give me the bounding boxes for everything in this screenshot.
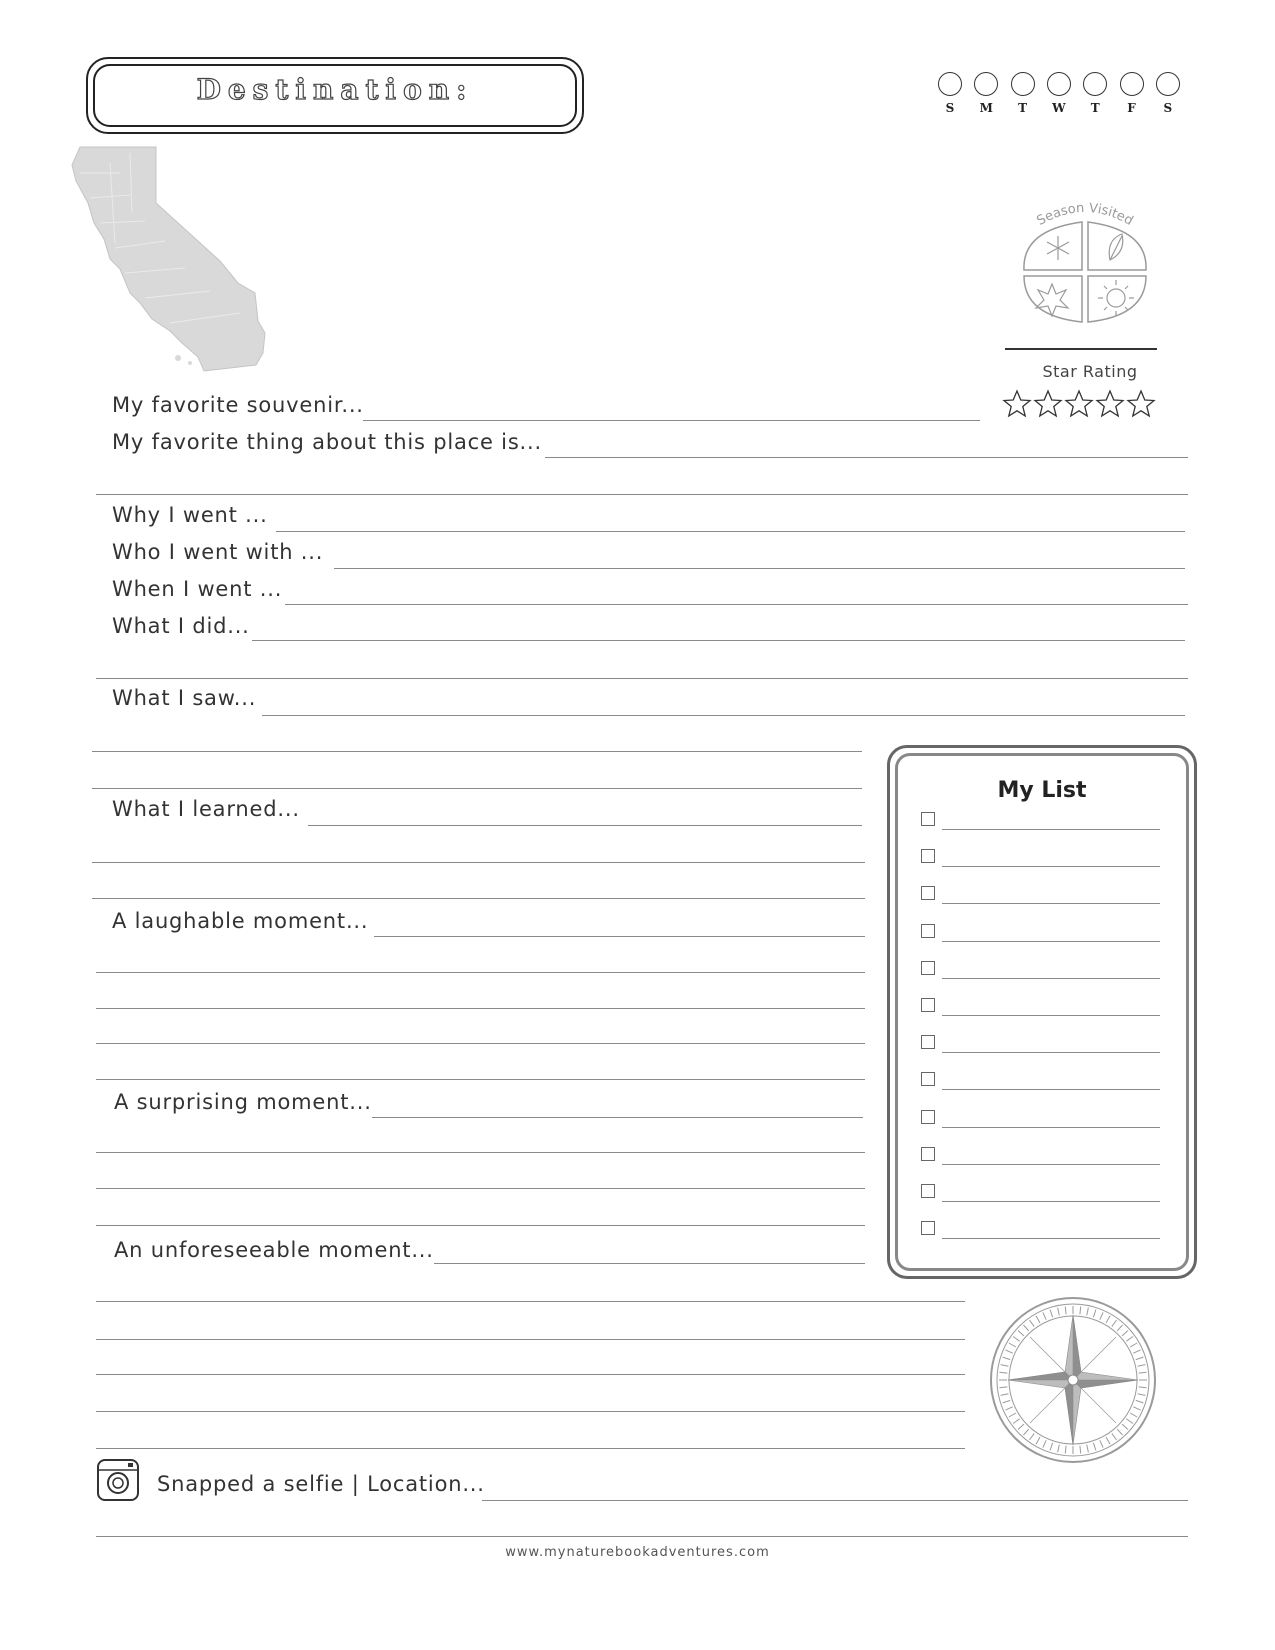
list-item-line[interactable]	[942, 1201, 1160, 1202]
list-item-line[interactable]	[942, 1052, 1160, 1053]
favorite-thing-label: My favorite thing about this place is...	[112, 430, 542, 454]
writing-line[interactable]	[92, 862, 865, 863]
writing-line[interactable]	[96, 1339, 965, 1340]
unforeseeable-line[interactable]	[434, 1263, 865, 1264]
list-item-line[interactable]	[942, 978, 1160, 979]
list-checkbox[interactable]	[921, 1035, 935, 1049]
list-checkbox[interactable]	[921, 1184, 935, 1198]
day-circle[interactable]	[1047, 72, 1071, 96]
list-checkbox[interactable]	[921, 924, 935, 938]
writing-line[interactable]	[96, 1374, 965, 1375]
star-icon[interactable]	[1002, 389, 1032, 419]
day-letter: T	[1018, 101, 1028, 115]
writing-line[interactable]	[96, 1225, 865, 1226]
day-letter: M	[979, 101, 993, 115]
star-icon[interactable]	[1064, 389, 1094, 419]
camera-icon	[96, 1458, 140, 1502]
rating-line	[1005, 348, 1157, 350]
compass-rose-icon	[988, 1295, 1158, 1465]
day-letter: S	[945, 101, 955, 115]
list-checkbox[interactable]	[921, 1221, 935, 1235]
my-list-inner-frame	[895, 753, 1189, 1271]
list-checkbox[interactable]	[921, 1147, 935, 1161]
writing-line[interactable]	[96, 1411, 965, 1412]
writing-line[interactable]	[96, 1536, 1188, 1537]
selfie-label: Snapped a selfie | Location...	[157, 1472, 485, 1496]
writing-line[interactable]	[96, 1008, 865, 1009]
svg-text:Season Visited	[1034, 201, 1135, 229]
list-item-line[interactable]	[942, 1015, 1160, 1016]
star-icon[interactable]	[1033, 389, 1063, 419]
list-item-line[interactable]	[942, 1127, 1160, 1128]
saw-label: What I saw...	[112, 686, 257, 710]
learned-line[interactable]	[308, 825, 862, 826]
day-letter: T	[1090, 101, 1100, 115]
list-item-line[interactable]	[942, 829, 1160, 830]
destination-label: Destination:	[196, 73, 474, 106]
writing-line[interactable]	[96, 1043, 865, 1044]
season-title: Season Visited	[1034, 200, 1136, 229]
when-line[interactable]	[285, 604, 1188, 605]
who-line[interactable]	[334, 568, 1185, 569]
writing-line[interactable]	[96, 1188, 865, 1189]
destination-box	[86, 57, 584, 134]
my-list-title: My List	[997, 778, 1087, 803]
why-label: Why I went ...	[112, 503, 268, 527]
day-letter: S	[1163, 101, 1173, 115]
did-label: What I did...	[112, 614, 250, 638]
favorite-thing-line[interactable]	[545, 457, 1188, 458]
list-checkbox[interactable]	[921, 812, 935, 826]
writing-line[interactable]	[96, 1079, 865, 1080]
writing-line[interactable]	[92, 898, 865, 899]
star-rating-label: Star Rating	[1042, 362, 1138, 381]
list-item-line[interactable]	[942, 866, 1160, 867]
list-checkbox[interactable]	[921, 961, 935, 975]
saw-line[interactable]	[262, 715, 1185, 716]
list-item-line[interactable]	[942, 941, 1160, 942]
list-checkbox[interactable]	[921, 886, 935, 900]
writing-line[interactable]	[96, 494, 1188, 495]
writing-line[interactable]	[96, 972, 865, 973]
list-item-line[interactable]	[942, 1238, 1160, 1239]
writing-line[interactable]	[96, 678, 1188, 679]
who-label: Who I went with ...	[112, 540, 324, 564]
list-item-line[interactable]	[942, 1164, 1160, 1165]
list-checkbox[interactable]	[921, 1072, 935, 1086]
laughable-label: A laughable moment...	[112, 909, 369, 933]
star-icon[interactable]	[1126, 389, 1156, 419]
unforeseeable-label: An unforeseeable moment...	[114, 1238, 434, 1262]
day-circle[interactable]	[1120, 72, 1144, 96]
list-checkbox[interactable]	[921, 998, 935, 1012]
day-circle[interactable]	[938, 72, 962, 96]
selfie-location-line[interactable]	[482, 1500, 1188, 1501]
day-circle[interactable]	[1011, 72, 1035, 96]
learned-label: What I learned...	[112, 797, 300, 821]
writing-line[interactable]	[92, 751, 862, 752]
california-map-icon	[70, 143, 280, 383]
day-circle[interactable]	[1083, 72, 1107, 96]
footer-url: www.mynaturebookadventures.com	[505, 1545, 770, 1560]
list-checkbox[interactable]	[921, 849, 935, 863]
surprising-line[interactable]	[372, 1117, 863, 1118]
day-circle[interactable]	[974, 72, 998, 96]
day-letter: W	[1052, 101, 1066, 115]
writing-line[interactable]	[96, 1152, 865, 1153]
season-visited-icon	[1010, 200, 1160, 330]
writing-line[interactable]	[96, 1301, 965, 1302]
why-line[interactable]	[276, 531, 1185, 532]
writing-line[interactable]	[96, 1448, 965, 1449]
day-letter: F	[1127, 101, 1136, 115]
list-item-line[interactable]	[942, 1089, 1160, 1090]
day-circle[interactable]	[1156, 72, 1180, 96]
souvenir-label: My favorite souvenir...	[112, 393, 364, 417]
laughable-line[interactable]	[374, 936, 865, 937]
when-label: When I went ...	[112, 577, 283, 601]
list-item-line[interactable]	[942, 903, 1160, 904]
surprising-label: A surprising moment...	[114, 1090, 372, 1114]
did-line[interactable]	[252, 640, 1185, 641]
souvenir-line[interactable]	[363, 420, 980, 421]
list-checkbox[interactable]	[921, 1110, 935, 1124]
star-icon[interactable]	[1095, 389, 1125, 419]
writing-line[interactable]	[92, 788, 862, 789]
